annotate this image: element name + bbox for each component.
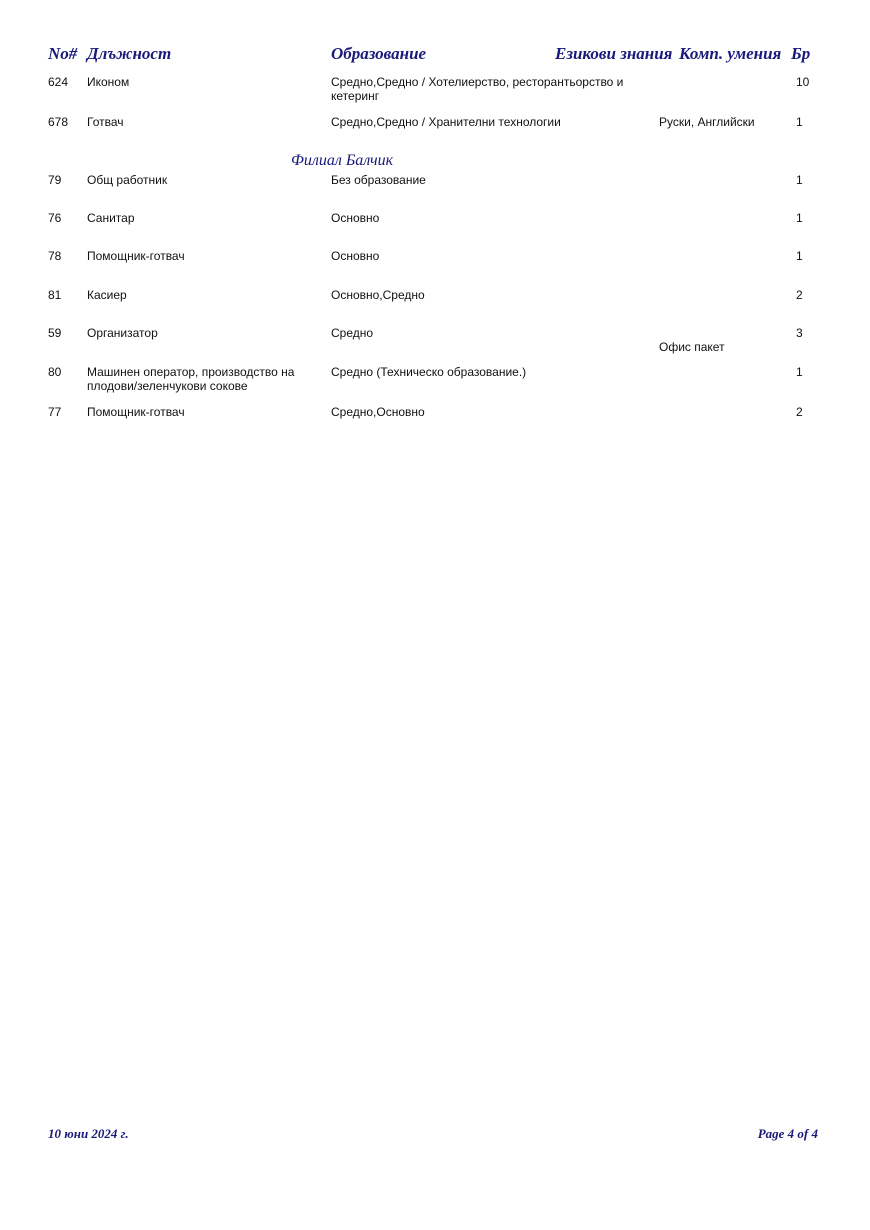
row-number: 76	[48, 211, 62, 225]
row-number: 80	[48, 365, 62, 379]
row-position: Помощник-готвач	[87, 249, 185, 263]
row-education: Основно	[331, 249, 380, 263]
header-position: Длъжност	[87, 44, 172, 63]
row-count: 1	[796, 173, 803, 187]
row-education: Средно,Основно	[331, 405, 425, 419]
row-position: Готвач	[87, 115, 124, 129]
row-education: Без образование	[331, 173, 426, 187]
row-number: 624	[48, 75, 69, 89]
row-number: 79	[48, 173, 62, 187]
row-count: 1	[796, 365, 803, 379]
row-count: 1	[796, 211, 803, 225]
row-count: 2	[796, 405, 803, 419]
branch-heading: Филиал Балчик	[291, 152, 394, 169]
row-count: 10	[796, 75, 810, 89]
row-count: 1	[796, 115, 803, 129]
row-position: Касиер	[87, 288, 127, 302]
row-position: Общ работник	[87, 173, 168, 187]
header-education: Образование	[331, 44, 427, 63]
row-position: Помощник-готвач	[87, 405, 185, 419]
row-education: Основно,Средно	[331, 288, 425, 302]
row-languages: Руски, Английски	[659, 115, 755, 129]
row-education: Средно,Средно / Хотелиерство, ресторантьорство и кетеринг	[331, 75, 624, 103]
row-education: Основно	[331, 211, 380, 225]
row-position: Организатор	[87, 326, 158, 340]
row-number: 59	[48, 326, 62, 340]
row-position: Машинен оператор, производство на плодови/зеленчукови сокове	[87, 365, 295, 393]
row-count: 3	[796, 326, 803, 340]
header-languages: Езикови знания	[555, 44, 673, 63]
row-number: 81	[48, 288, 62, 302]
row-position: Иконом	[87, 75, 130, 89]
row-count: 1	[796, 249, 803, 263]
footer-date: 10 юни 2024 г.	[48, 1126, 129, 1141]
row-count: 2	[796, 288, 803, 302]
row-education: Средно (Техническо образование.)	[331, 365, 527, 379]
header-computer-skills: Комп. умения	[679, 44, 782, 63]
row-education: Средно	[331, 326, 374, 340]
row-number: 78	[48, 249, 62, 263]
row-number: 77	[48, 405, 62, 419]
header-count: Бр	[791, 44, 811, 63]
footer-page-number: Page 4 of 4	[757, 1126, 818, 1141]
row-position: Санитар	[87, 211, 135, 225]
header-no: No#	[48, 44, 78, 63]
row-education: Средно,Средно / Хранителни технологии	[331, 115, 561, 129]
row-number: 678	[48, 115, 69, 129]
row-computer-skills: Офис пакет	[659, 340, 725, 354]
